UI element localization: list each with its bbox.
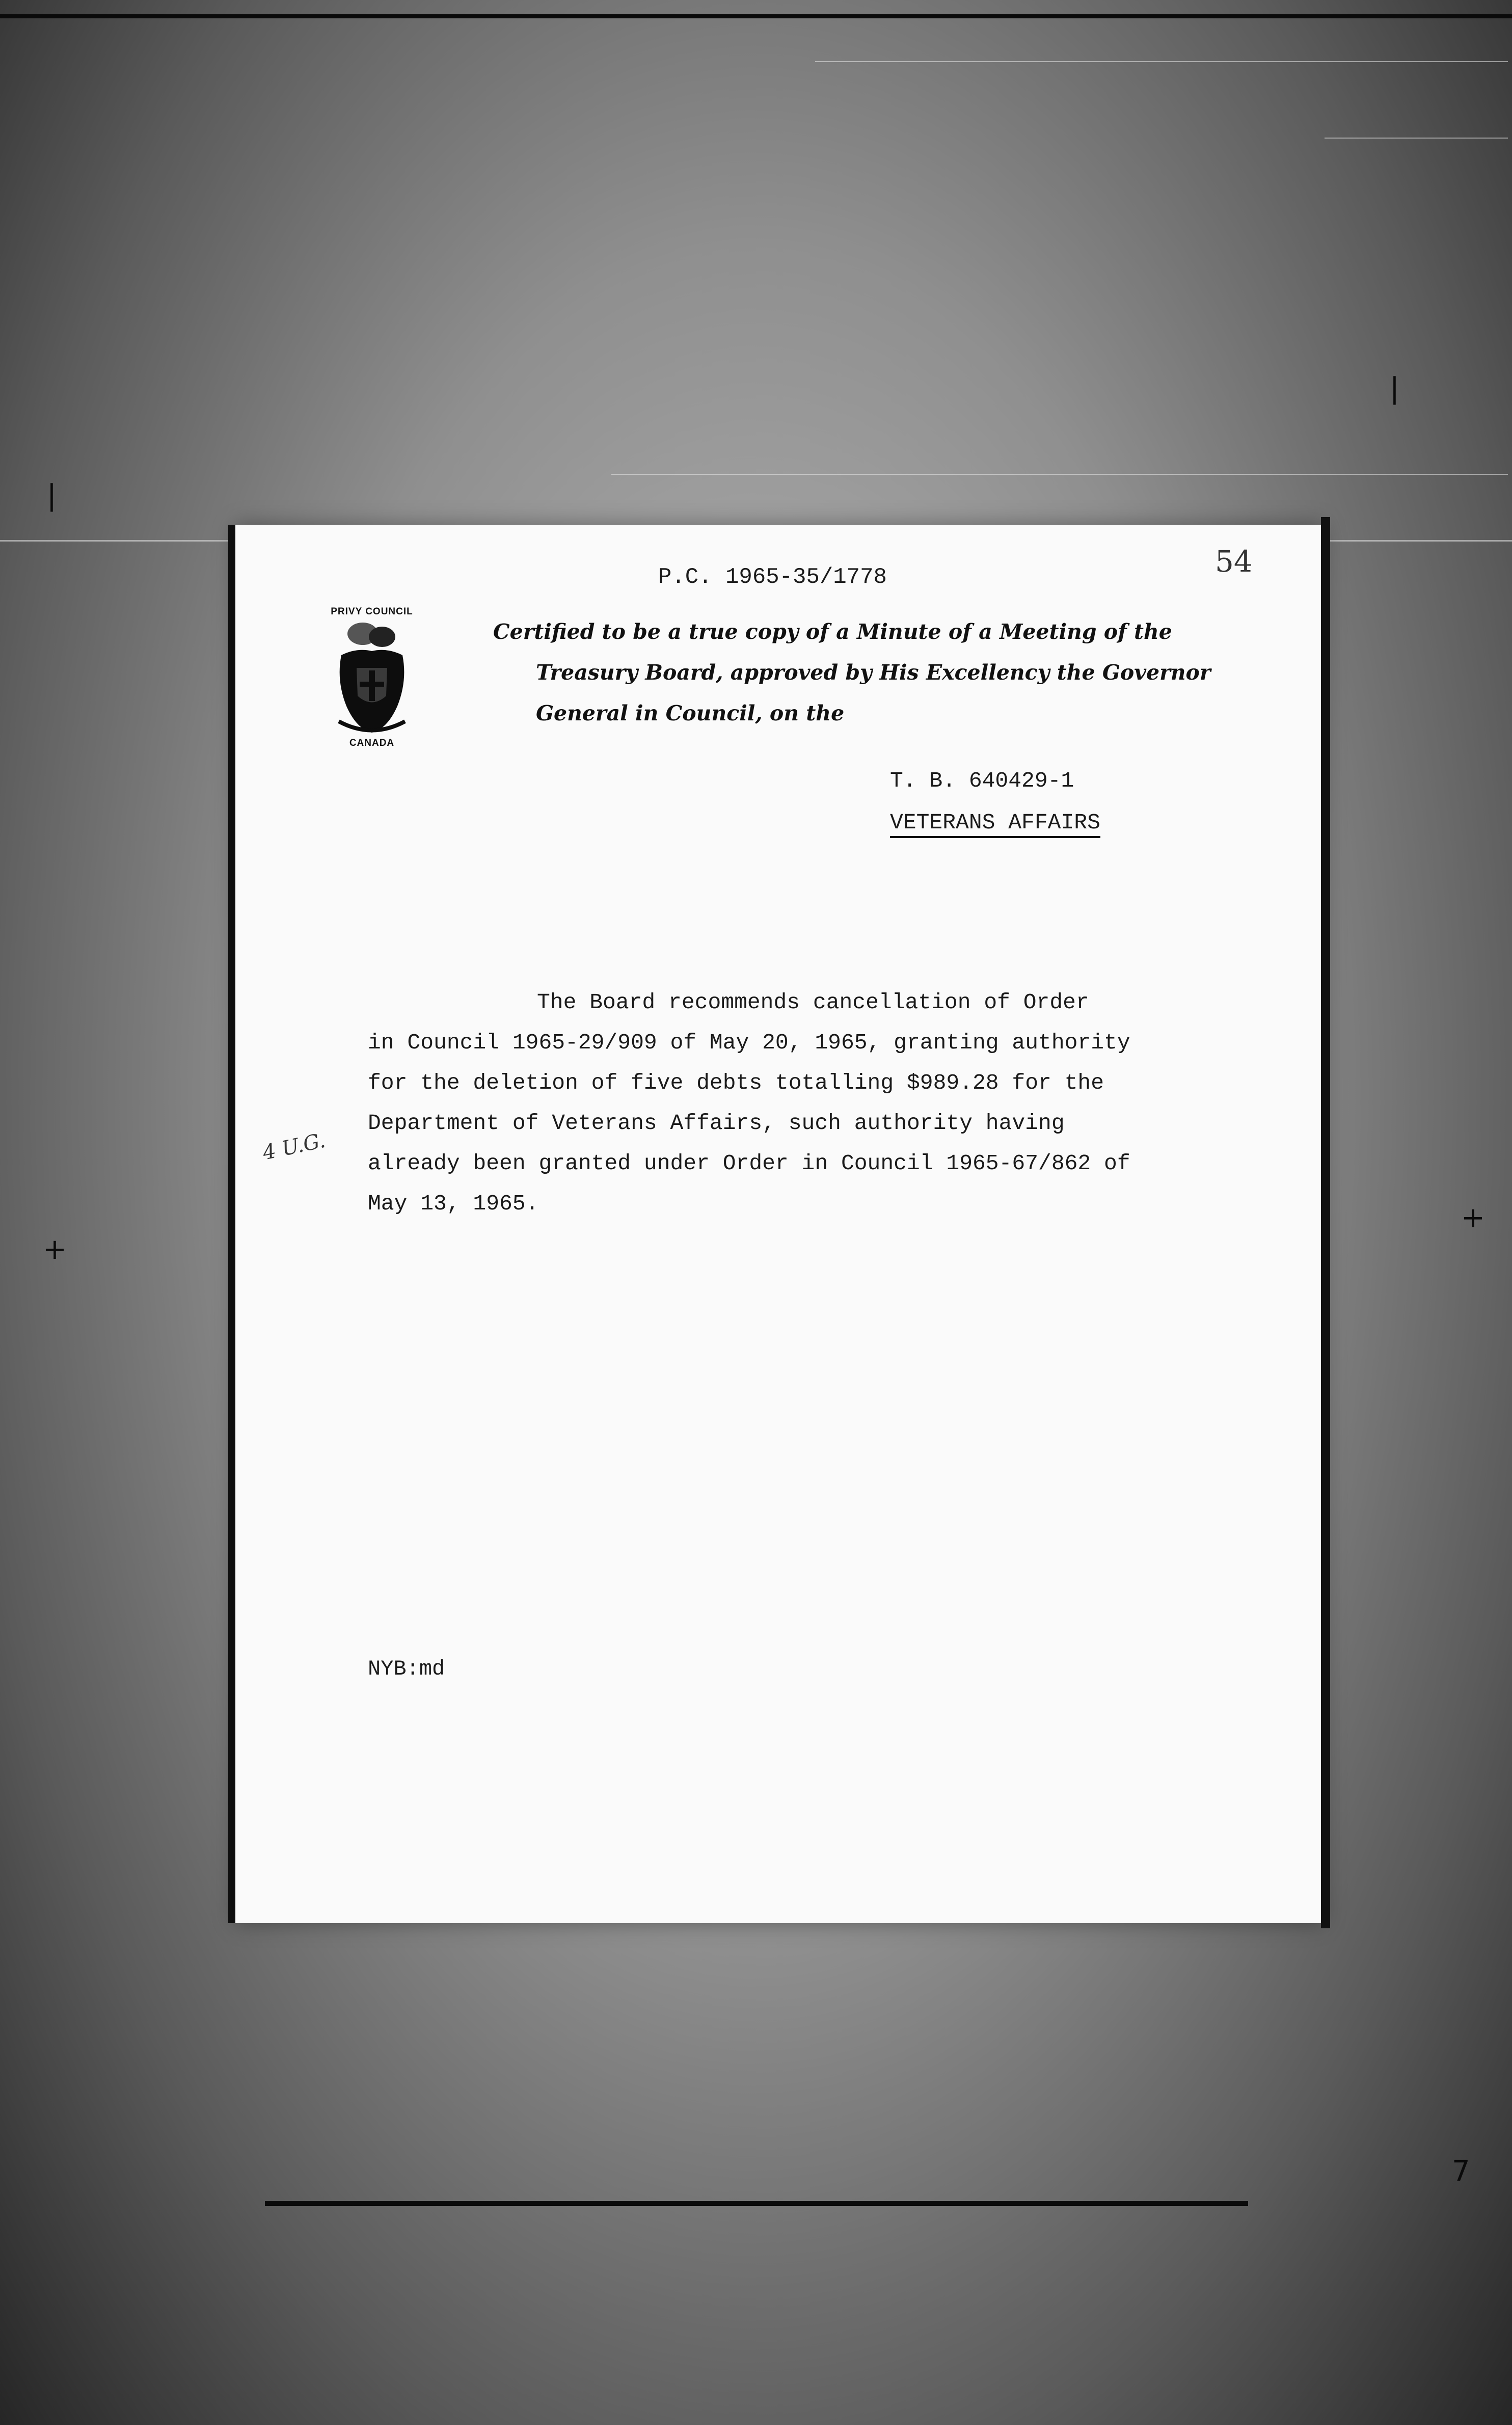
certification-statement [493, 611, 1211, 734]
coat-of-arms-icon [326, 619, 418, 737]
seal-top-label: PRIVY COUNCIL [331, 606, 413, 617]
body-line: The Board recommends cancellation of Order [537, 990, 1089, 1015]
body-line: Department of Veterans Affairs, such authority having [368, 1111, 1065, 1136]
privy-council-seal [306, 606, 438, 754]
minute-body [368, 982, 1132, 1224]
body-line: for the deletion of five debts totalling $989.28 for the [368, 1070, 1104, 1095]
film-scratch [1325, 138, 1508, 139]
certification-line: Certified to be a true copy of a Minute of a Meeting of the [493, 619, 1172, 644]
body-line: in Council 1965-29/909 of May 20, 1965, granting authority [368, 1030, 1130, 1055]
film-tick-mark: | [47, 479, 57, 512]
department-heading: VETERANS AFFAIRS [890, 810, 1100, 838]
typist-initials: NYB:md [368, 1657, 445, 1681]
page-number: 54 [1215, 544, 1253, 579]
body-line: already been granted under Order in Council 1965-67/862 of [368, 1151, 1130, 1176]
film-scratch [611, 474, 1508, 475]
certification-line: General in Council, on the [536, 701, 845, 725]
film-scratch [815, 61, 1508, 62]
film-plus-mark: + [43, 1233, 67, 1266]
film-tick-mark: | [1390, 372, 1399, 405]
film-plus-mark: + [1461, 1201, 1485, 1234]
body-line: May 13, 1965. [368, 1191, 539, 1216]
sheet-right-edge [1321, 517, 1330, 1928]
seal-bottom-label: CANADA [349, 738, 395, 748]
film-tick-mark: 7 [1452, 2155, 1470, 2188]
pc-number: P.C. 1965-35/1778 [658, 564, 887, 590]
sheet-left-edge [228, 525, 235, 1923]
handwritten-margin-note: 4 U.G. [260, 1128, 328, 1165]
treasury-board-number: T. B. 640429-1 [890, 768, 1074, 793]
film-bottom-border [265, 2201, 1248, 2206]
certification-line: Treasury Board, approved by His Excellency the Governor [536, 660, 1211, 685]
film-top-border [0, 14, 1512, 18]
